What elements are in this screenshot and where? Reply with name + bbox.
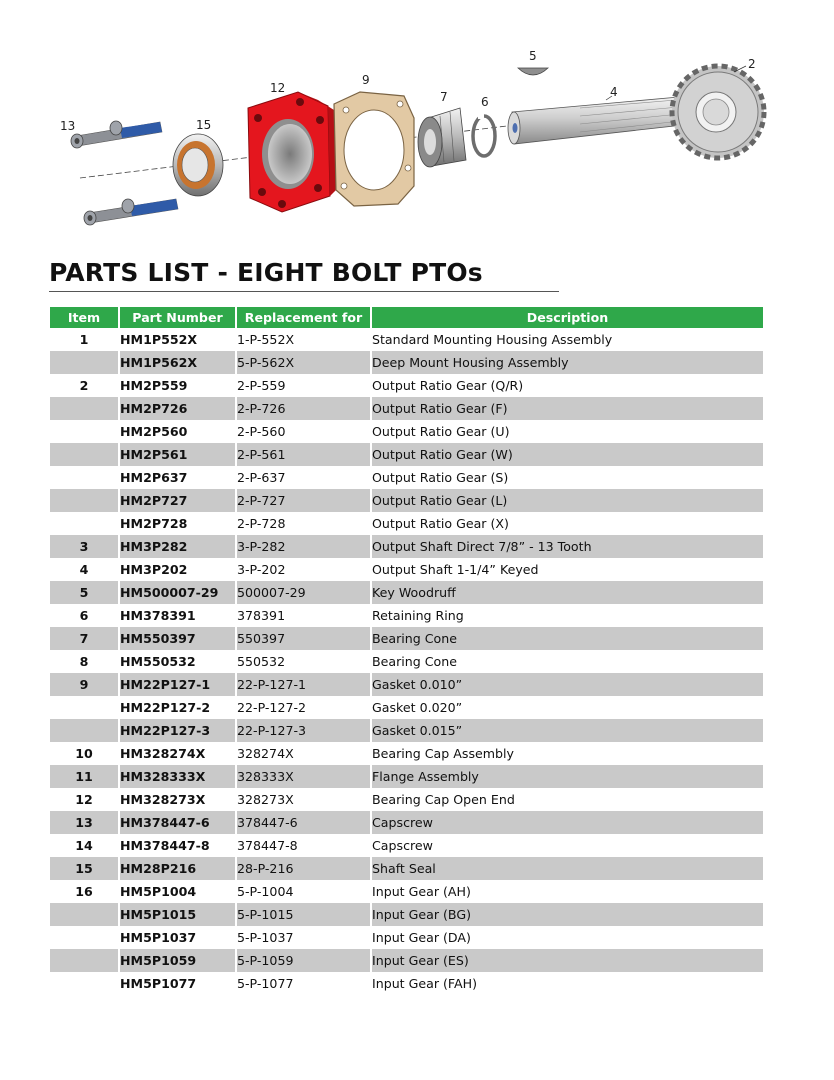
part-number-cell: HM2P637 <box>118 466 235 489</box>
description-cell: Output Ratio Gear (X) <box>370 512 763 535</box>
item-cell: 2 <box>79 378 89 393</box>
replacement-cell: 5-P-1015 <box>235 903 370 926</box>
part-number-cell: HM2P559 <box>118 374 235 397</box>
replacement-cell: 2-P-726 <box>235 397 370 420</box>
item-cell: 9 <box>50 673 118 696</box>
table-row <box>50 972 763 995</box>
part-number-cell: HM2P727 <box>118 489 235 512</box>
replacement-cell: 3-P-282 <box>235 535 370 558</box>
callout-15: 15 <box>196 118 212 132</box>
description-cell: Bearing Cone <box>370 650 763 673</box>
replacement-cell: 328333X <box>235 765 370 788</box>
item-cell: 10 <box>75 746 93 761</box>
description-cell: Bearing Cone <box>370 627 763 650</box>
replacement-cell: 378447-6 <box>235 811 370 834</box>
replacement-cell: 5-P-1037 <box>235 926 370 949</box>
replacement-cell: 2-P-560 <box>235 420 370 443</box>
replacement-cell: 28-P-216 <box>235 857 370 880</box>
part-number-cell: HM550532 <box>118 650 235 673</box>
part-number-cell: HM328274X <box>118 742 235 765</box>
table-row <box>50 604 763 627</box>
replacement-cell: 5-P-1059 <box>235 949 370 972</box>
description-cell: Input Gear (BG) <box>370 903 763 926</box>
replacement-cell: 378391 <box>235 604 370 627</box>
table-row <box>50 857 763 880</box>
description-cell: Bearing Cap Assembly <box>370 742 763 765</box>
table-row <box>50 650 763 673</box>
table-row <box>50 788 763 811</box>
part-number-cell: HM5P1004 <box>118 880 235 903</box>
part-number-cell: HM2P726 <box>118 397 235 420</box>
item-cell: 8 <box>79 654 89 669</box>
replacement-cell: 2-P-728 <box>235 512 370 535</box>
table-row <box>50 443 763 466</box>
replacement-cell: 22-P-127-3 <box>235 719 370 742</box>
replacement-cell: 328273X <box>235 788 370 811</box>
part-number-cell: HM22P127-1 <box>118 673 235 696</box>
part-number-cell: HM500007-29 <box>118 581 235 604</box>
page-title: PARTS LIST - EIGHT BOLT PTOs <box>49 258 483 287</box>
replacement-cell: 500007-29 <box>235 581 370 604</box>
parts-list-table <box>50 307 763 995</box>
exploded-parts-diagram <box>0 0 834 250</box>
item-cell <box>50 926 118 949</box>
callout-4: 4 <box>610 85 618 99</box>
item-cell <box>50 466 118 489</box>
retaining-ring <box>473 113 495 156</box>
item-cell <box>50 512 118 535</box>
part-number-cell: HM5P1015 <box>118 903 235 926</box>
description-cell: Output Ratio Gear (U) <box>370 420 763 443</box>
part-number-cell: HM22P127-2 <box>118 696 235 719</box>
part-number-cell: HM1P562X <box>118 351 235 374</box>
part-number-cell: HM378447-8 <box>118 834 235 857</box>
replacement-cell: 2-P-637 <box>235 466 370 489</box>
description-cell: Bearing Cap Open End <box>370 788 763 811</box>
bearing-cap-housing <box>248 92 336 212</box>
table-header-row <box>50 307 763 328</box>
item-cell: 15 <box>50 857 118 880</box>
part-number-cell: HM2P728 <box>118 512 235 535</box>
description-cell: Output Shaft Direct 7/8” - 13 Tooth <box>370 535 763 558</box>
item-cell <box>50 443 118 466</box>
table-row <box>50 926 763 949</box>
table-row <box>50 742 763 765</box>
table-row <box>50 558 763 581</box>
description-cell: Output Ratio Gear (F) <box>370 397 763 420</box>
capscrew-bottom <box>84 199 178 225</box>
item-cell <box>50 489 118 512</box>
table-row <box>50 719 763 742</box>
callout-5: 5 <box>529 49 537 63</box>
description-cell: Gasket 0.015” <box>370 719 763 742</box>
bearing-cone <box>418 108 466 167</box>
part-number-cell: HM328273X <box>118 788 235 811</box>
table-row <box>50 351 763 374</box>
replacement-cell: 2-P-559 <box>235 374 370 397</box>
item-cell <box>50 972 118 995</box>
description-cell: Input Gear (ES) <box>370 949 763 972</box>
replacement-cell: 1-P-552X <box>235 328 370 351</box>
item-cell <box>50 696 118 719</box>
replacement-cell: 22-P-127-1 <box>235 673 370 696</box>
part-number-cell: HM28P216 <box>118 857 235 880</box>
part-number-cell: HM550397 <box>118 627 235 650</box>
description-cell: Output Ratio Gear (W) <box>370 443 763 466</box>
part-number-cell: HM328333X <box>118 765 235 788</box>
table-row <box>50 466 763 489</box>
table-row <box>50 328 763 351</box>
description-cell: Gasket 0.020” <box>370 696 763 719</box>
description-cell: Standard Mounting Housing Assembly <box>370 328 763 351</box>
description-cell: Output Ratio Gear (L) <box>370 489 763 512</box>
item-cell: 13 <box>50 811 118 834</box>
replacement-cell: 2-P-727 <box>235 489 370 512</box>
item-cell <box>50 397 118 420</box>
item-cell: 1 <box>79 332 89 347</box>
table-row <box>50 581 763 604</box>
description-cell: Output Ratio Gear (Q/R) <box>370 374 763 397</box>
table-row <box>50 834 763 857</box>
description-cell: Output Ratio Gear (S) <box>370 466 763 489</box>
item-cell: 11 <box>50 765 118 788</box>
output-shaft <box>508 96 692 144</box>
description-cell: Input Gear (DA) <box>370 926 763 949</box>
replacement-cell: 328274X <box>235 742 370 765</box>
description-cell: Input Gear (AH) <box>370 880 763 903</box>
item-cell: 14 <box>75 838 93 853</box>
column-header-item: Item <box>50 307 118 328</box>
part-number-cell: HM1P552X <box>118 328 235 351</box>
replacement-cell: 378447-8 <box>235 834 370 857</box>
item-cell <box>50 903 118 926</box>
part-number-cell: HM3P202 <box>118 558 235 581</box>
callout-9: 9 <box>362 73 370 87</box>
gasket <box>334 92 414 206</box>
item-cell: 3 <box>50 535 118 558</box>
replacement-cell: 5-P-1004 <box>235 880 370 903</box>
table-row <box>50 627 763 650</box>
replacement-cell: 5-P-1077 <box>235 972 370 995</box>
table-row <box>50 673 763 696</box>
table-row <box>50 489 763 512</box>
item-cell: 6 <box>79 608 89 623</box>
description-cell: Retaining Ring <box>370 604 763 627</box>
table-row <box>50 397 763 420</box>
description-cell: Shaft Seal <box>370 857 763 880</box>
replacement-cell: 22-P-127-2 <box>235 696 370 719</box>
column-header-replacement-for: Replacement for <box>235 307 370 328</box>
item-cell: 7 <box>50 627 118 650</box>
item-cell: 4 <box>79 562 89 577</box>
description-cell: Capscrew <box>370 834 763 857</box>
replacement-cell: 550397 <box>235 627 370 650</box>
description-cell: Input Gear (FAH) <box>370 972 763 995</box>
description-cell: Flange Assembly <box>370 765 763 788</box>
replacement-cell: 3-P-202 <box>235 558 370 581</box>
item-cell <box>50 949 118 972</box>
description-cell: Capscrew <box>370 811 763 834</box>
item-cell <box>50 719 118 742</box>
title-underline <box>49 291 559 292</box>
callout-13: 13 <box>60 119 76 133</box>
column-header-part-number: Part Number <box>118 307 235 328</box>
replacement-cell: 5-P-562X <box>235 351 370 374</box>
callout-7: 7 <box>440 90 448 104</box>
table-row <box>50 949 763 972</box>
table-row <box>50 765 763 788</box>
table-row <box>50 811 763 834</box>
part-number-cell: HM5P1077 <box>118 972 235 995</box>
description-cell: Key Woodruff <box>370 581 763 604</box>
table-row <box>50 880 763 903</box>
part-number-cell: HM5P1059 <box>118 949 235 972</box>
replacement-cell: 550532 <box>235 650 370 673</box>
description-cell: Gasket 0.010” <box>370 673 763 696</box>
item-cell: 12 <box>75 792 93 807</box>
item-cell: 16 <box>75 884 93 899</box>
capscrew-top <box>71 121 162 148</box>
description-cell: Deep Mount Housing Assembly <box>370 351 763 374</box>
shaft-seal <box>173 134 223 196</box>
output-ratio-gear <box>672 66 764 158</box>
item-cell: 5 <box>50 581 118 604</box>
table-row <box>50 903 763 926</box>
column-header-description: Description <box>370 307 763 328</box>
part-number-cell: HM378447-6 <box>118 811 235 834</box>
table-row <box>50 512 763 535</box>
part-number-cell: HM5P1037 <box>118 926 235 949</box>
part-number-cell: HM2P561 <box>118 443 235 466</box>
woodruff-key <box>518 68 548 75</box>
part-number-cell: HM2P560 <box>118 420 235 443</box>
table-row <box>50 696 763 719</box>
table-row <box>50 374 763 397</box>
callout-6: 6 <box>481 95 489 109</box>
item-cell <box>50 420 118 443</box>
callout-2: 2 <box>748 57 756 71</box>
replacement-cell: 2-P-561 <box>235 443 370 466</box>
part-number-cell: HM22P127-3 <box>118 719 235 742</box>
table-row <box>50 535 763 558</box>
part-number-cell: HM3P282 <box>118 535 235 558</box>
description-cell: Output Shaft 1-1/4” Keyed <box>370 558 763 581</box>
table-row <box>50 420 763 443</box>
part-number-cell: HM378391 <box>118 604 235 627</box>
table-body <box>50 328 763 995</box>
callout-12: 12 <box>270 81 286 95</box>
item-cell <box>50 351 118 374</box>
